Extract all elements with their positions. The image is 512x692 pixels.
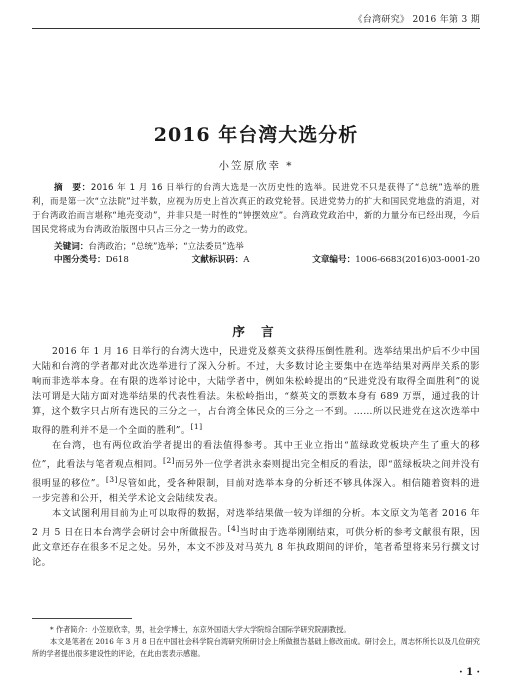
classification-row [54, 253, 480, 265]
running-header: 《台湾研究》 2016 年第 3 期 [353, 15, 480, 25]
body-text [32, 344, 480, 570]
footnotes [32, 624, 480, 660]
section-heading: 序 言 [232, 324, 280, 339]
doc-code [192, 253, 250, 265]
paragraph-2-text-c: 尽管如此，受各种限制，目前对选举本身的分析还不够具体深入。相信随着资料的进一步完善和公开，相关学术论文会陆续发表。 [32, 478, 480, 505]
author-footnote: * 作者简介：小笠原欣幸，男，社会学博士，东京外国语大学大学院综合国际学研究院副教授。 [50, 625, 351, 634]
article-number [312, 253, 480, 265]
paragraph-1-text: 2016 年 1 月 16 日举行的台湾大选中，民进党及蔡英文获得压倒性胜利。选举结果出炉后不少中国大陆和台湾的学者都对此次选举进行了深入分析。不过，大多数讨论主要集中在选举结果对两岸关系的影响而非选举本身。在有限的选举讨论中，大陆学者中，例如朱松岭提出的“民进党没有取得全面胜利”的说法可谓是大陆方面对选举结果的代表性看法。朱松岭指出，“蔡英文的票数本身有 689 万票，通过我的计算，这个数字只占所有选民的三分之一，占台湾全体民众的三分之一不到。……所以民进党在这次选举中取得的胜利并不是一个全面的胜利”。 [32, 346, 480, 437]
article-title: 2016 年台湾大选分析 [153, 124, 359, 146]
clc-label: 中图分类号： [54, 255, 106, 265]
article-no-label: 文章编号： [312, 255, 356, 265]
footnote-rule [32, 618, 132, 619]
citation-ref: [4] [227, 524, 240, 534]
doc-code-value: A [243, 255, 250, 265]
paragraph-2-text-b: 而另外一位学者洪永泰则提出完全相反的看法，即“蓝绿板块之间并没有很明显的移位”。 [32, 459, 481, 490]
origin-footnote: 本文是笔者在 2016 年 3 月 8 日在中国社会科学院台湾研究所研讨会上所做报告基础上修改而成。研讨会上，周志怀所长以及几位研究所的学者提出很多建设性的评论，在此由衷表示感谢。 [32, 637, 480, 658]
citation-ref: [3] [105, 475, 118, 485]
paragraph-2-text-a: 在台湾，也有两位政治学者提出的看法值得参考。其中王业立指出“蓝绿政党板块产生了重大的移位”，此看法与笔者观点相同。 [32, 440, 480, 471]
keywords [54, 240, 480, 252]
abstract [32, 181, 480, 237]
paragraph-3 [32, 506, 480, 570]
paragraph-2 [32, 438, 480, 506]
header-rule [32, 28, 480, 29]
abstract-text: 2016 年 1 月 16 日举行的台湾大选是一次历史性的选举。民进党不只是获得了“总统”选举的胜利，而是第一次“立法院”过半数，应视为历史上首次真正的政党轮替。民进党势力的扩大和国民党地盘的消退，对于台湾政治而言堪称“地壳变动”，并非只是一时性的“钟摆效应”。台湾政党政治中，新的力量分布已经出现，今后国民党将成为台湾政治版图中只占三分之一势力的政党。 [32, 183, 480, 235]
abstract-label: 摘 要： [54, 183, 91, 193]
doc-code-label: 文献标识码： [191, 255, 244, 265]
clc-value: D618 [105, 255, 129, 265]
paragraph-1 [32, 344, 480, 438]
citation-ref: [1] [190, 422, 203, 431]
keywords-label: 关键词： [54, 242, 89, 252]
clc-number [54, 253, 129, 265]
paragraph-3-text-a: 本文试图利用目前为止可以取得的数据，对选举结果做一较为详细的分析。本文原文为笔者 2016 年 2 月 5 日在日本台湾学会研讨会中所做报告。 [32, 508, 480, 539]
article-no-value: 1006-6683(2016)03-0001-20 [355, 255, 480, 265]
page-number: · 1 · [459, 667, 480, 678]
citation-ref: [2] [162, 456, 175, 466]
paragraph-3-text-b: 当时由于选举刚刚结束，可供分析的参考文献很有限，因此文章还存在很多不足之处。另外，本文不涉及对马英九 8 年执政期间的评价，笔者希望将来另行撰文讨论。 [32, 527, 480, 569]
keywords-text: 台湾政治；“总统”选举；“立法委员”选举 [88, 242, 244, 252]
author-name: 小笠原欣幸 * [218, 160, 294, 172]
